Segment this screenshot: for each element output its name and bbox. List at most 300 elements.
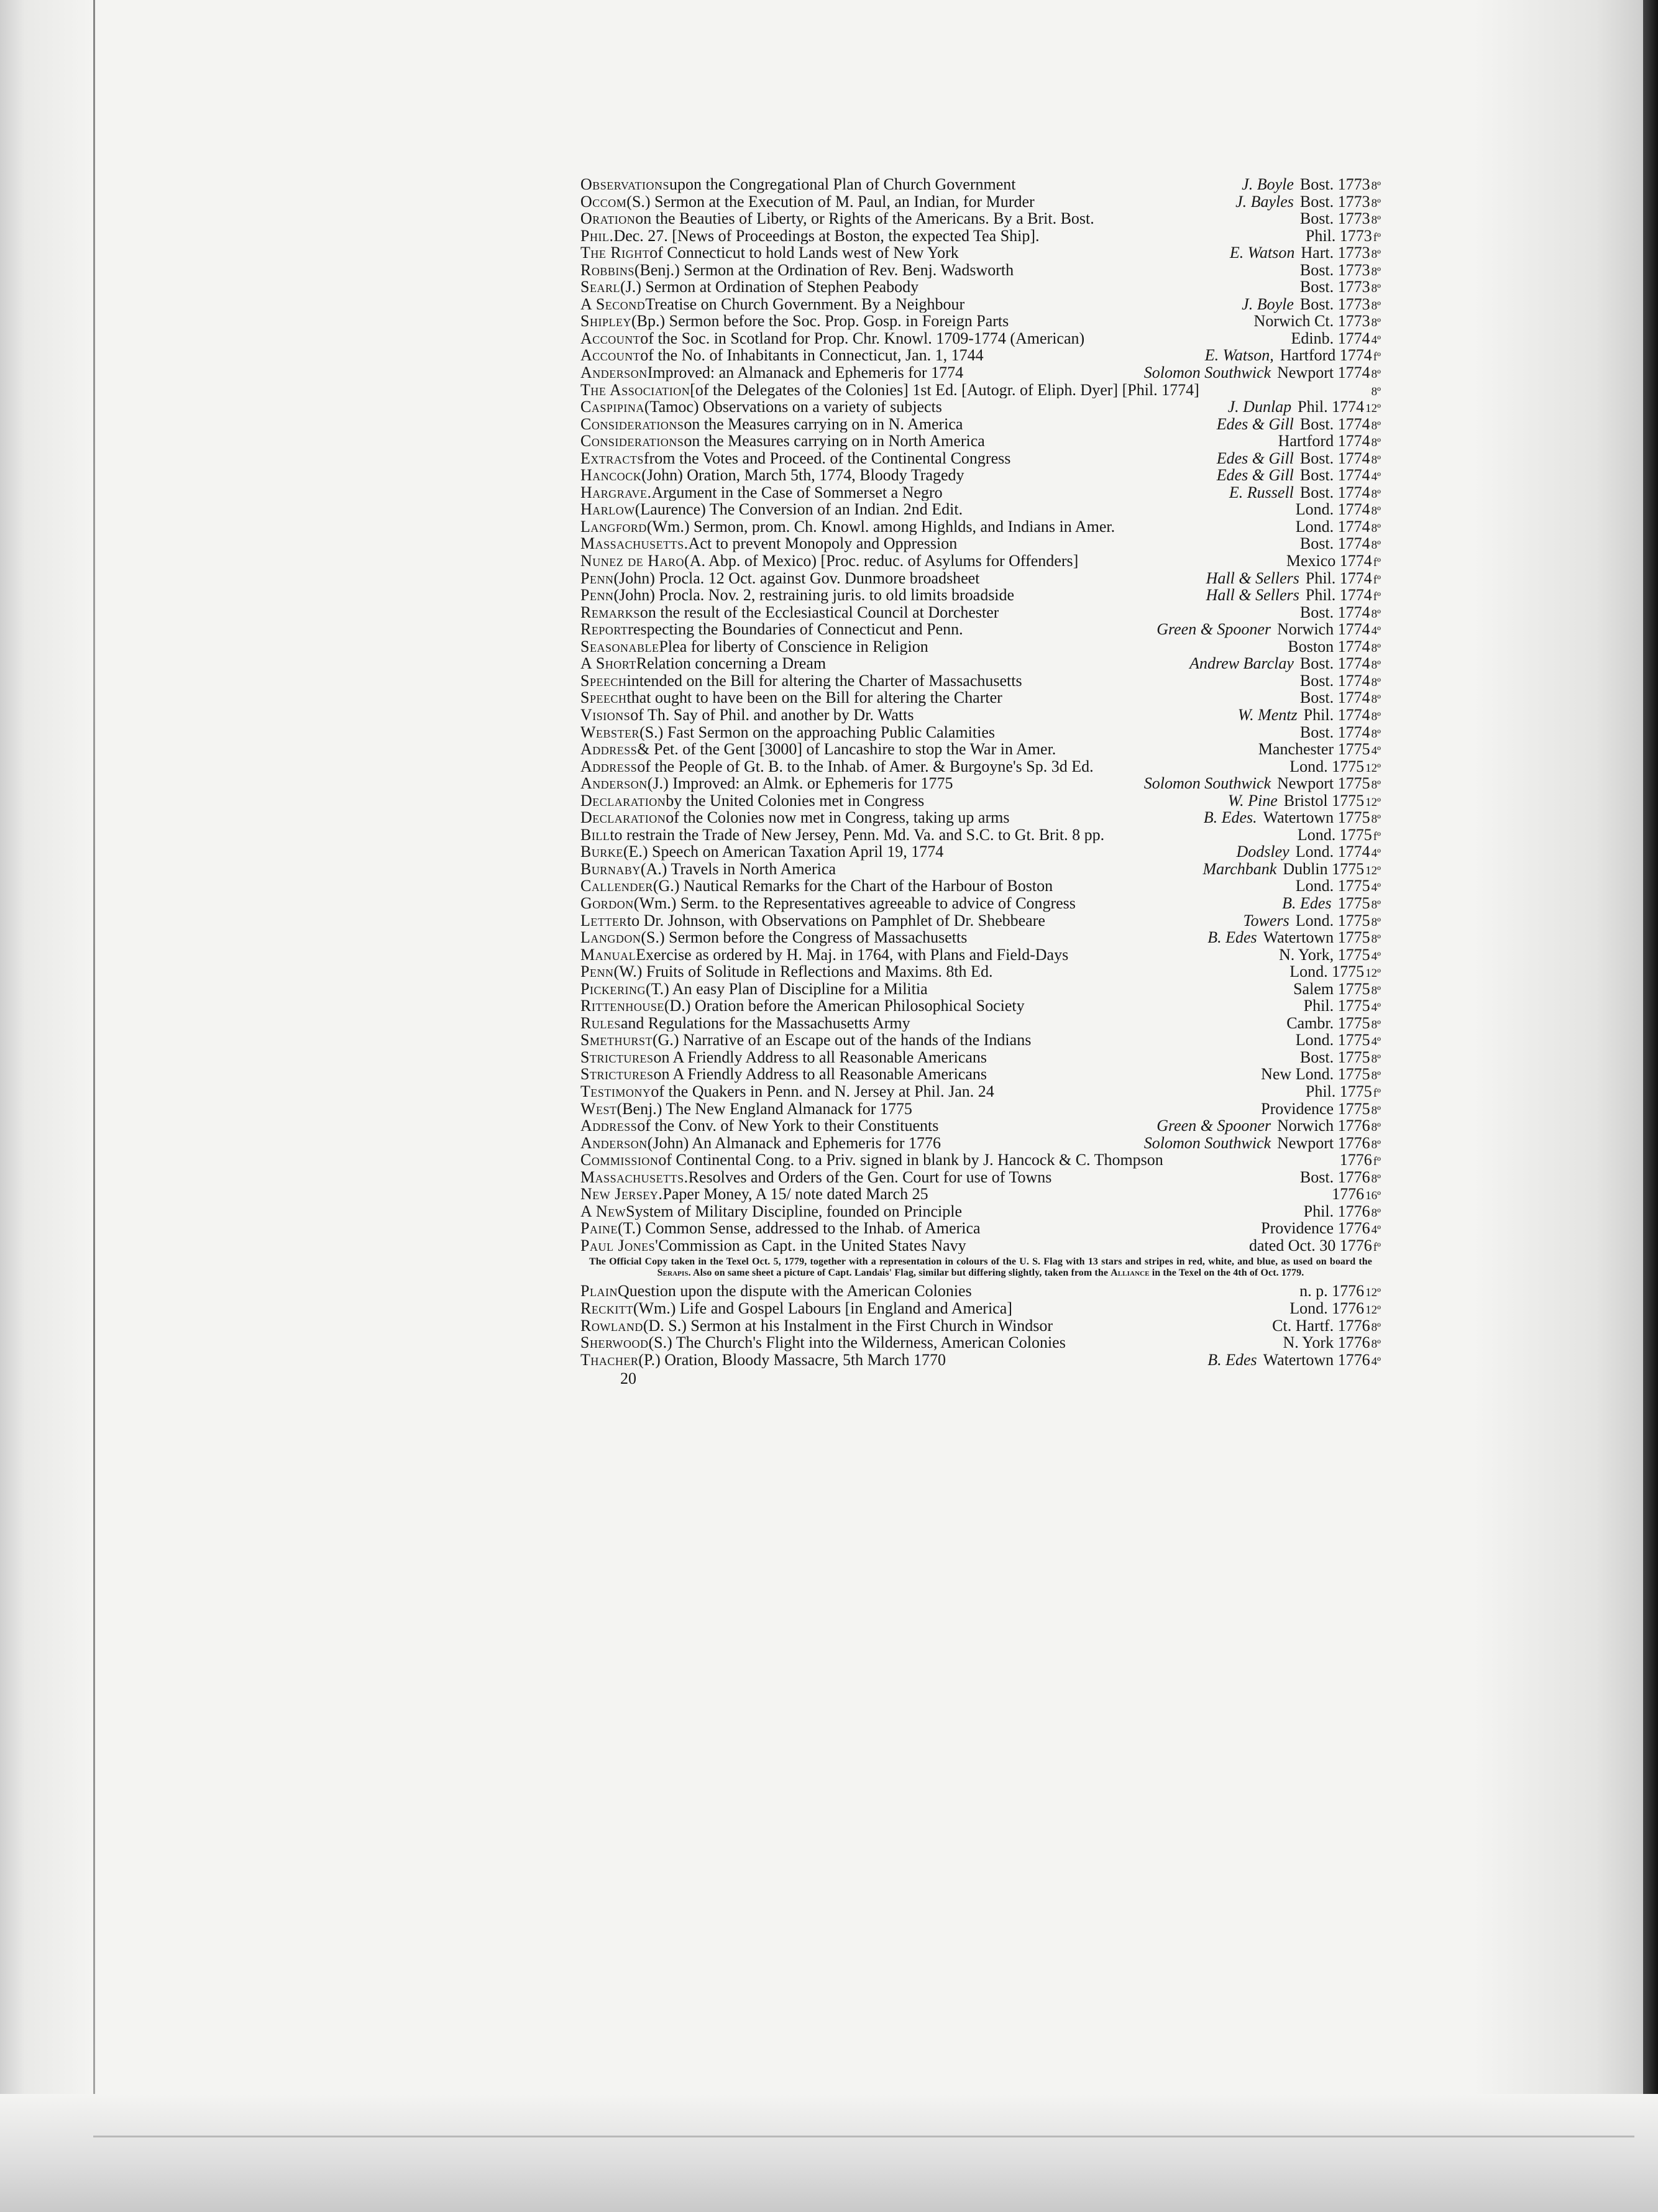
entry-lead-word: Reckitt [580, 1299, 633, 1317]
entry-place-year: Edinb. 1774 [1291, 329, 1370, 347]
entry-title: Relation concerning a Dream [636, 655, 827, 672]
entry-format: 8º [1371, 299, 1381, 313]
catalogue-entries [580, 176, 1381, 1254]
entry-place-year: Cambr. 1775 [1286, 1013, 1370, 1032]
entry-title: Question upon the dispute with the American Colonies [617, 1282, 972, 1300]
entry-lead-word: Visions [580, 705, 631, 724]
entry-publisher: Marchbank [1202, 859, 1277, 878]
entry-title: that ought to have been on the Bill for altering the Charter [626, 689, 1002, 706]
entry-title: (John) Oration, March 5th, 1774, Bloody Tragedy [641, 467, 964, 484]
entry-publisher: J. Dunlap [1227, 398, 1292, 416]
entry-lead-word: Penn [580, 586, 614, 605]
entry-format: fº [1373, 830, 1381, 843]
entry-publisher: Green & Spooner [1156, 1117, 1271, 1135]
entry-title: Improved: an Almanack and Ephemeris for 1774 [647, 364, 964, 382]
entry-format: 4º [1371, 881, 1381, 895]
entry-publisher: B. Edes [1207, 928, 1257, 947]
entry-publisher: Solomon Southwick [1143, 363, 1271, 382]
flag-note-ship2: Alliance [1111, 1268, 1150, 1279]
entry-format: 8º [1371, 933, 1381, 946]
entry-format: 8º [1371, 453, 1381, 467]
catalogue-entry [580, 1100, 1381, 1118]
entry-title: (A. Abp. of Mexico) [Proc. reduc. of Asylums for Offenders] [684, 552, 1079, 570]
entry-lead-word: Massachusetts. [580, 534, 689, 553]
entry-place-year: Ct. Hartf. 1776 [1272, 1316, 1370, 1335]
catalogue-entry [580, 1117, 1381, 1135]
entry-lead-word: Hargrave. [580, 483, 652, 501]
entry-place-year: N. York 1776 [1283, 1333, 1370, 1352]
entry-title: Argument in the Case of Sommerset a Negro [651, 483, 943, 501]
entry-lead-word: Strictures [580, 1065, 654, 1084]
entry-lead-word: Harlow [580, 500, 635, 519]
catalogue-entry [580, 1031, 1381, 1049]
entry-lead-word: Manual [580, 945, 636, 964]
entry-format: 4º [1371, 744, 1381, 758]
entry-title: (Wm.) Life and Gospel Labours [in England and America] [633, 1300, 1012, 1317]
catalogue-entry [580, 552, 1381, 570]
entry-publisher: Edes & Gill [1216, 466, 1294, 485]
entry-lead-word: Caspipina [580, 398, 644, 416]
entry-title: (T.) Common Sense, addressed to the Inhab. of America [617, 1220, 981, 1237]
entry-publisher: Dodsley [1236, 843, 1289, 861]
entry-title: on A Friendly Address to all Reasonable Americans [653, 1048, 987, 1066]
entry-lead-word: Rowland [580, 1316, 643, 1335]
entry-format: 8º [1371, 505, 1381, 518]
catalogue-entry [580, 416, 1381, 433]
entry-lead-word: Robbins [580, 260, 634, 279]
catalogue-entry [580, 1151, 1381, 1169]
entry-title: (John) Procla. 12 Oct. against Gov. Dunmore broadsheet [613, 569, 980, 587]
entry-title: Plea for liberty of Conscience in Religion [659, 638, 928, 656]
entry-publisher: Hall & Sellers [1206, 569, 1299, 587]
entry-place-year: Phil. 1774 [1305, 569, 1372, 587]
entry-place-year: Bost. 1774 [1299, 671, 1370, 690]
entry-format: 8º [1371, 1104, 1381, 1117]
entry-title: (W.) Fruits of Solitude in Reflections and Maxims. 8th Ed. [613, 963, 993, 980]
entry-lead-word: Declaration [580, 791, 666, 810]
entry-format: 8º [1371, 385, 1381, 398]
catalogue-entries-continued [580, 1282, 1381, 1368]
catalogue-entry [580, 775, 1381, 792]
entry-format: 8º [1371, 487, 1381, 501]
catalogue-entry [580, 364, 1381, 382]
catalogue-entry [580, 1203, 1381, 1220]
scan-bottom-margin [0, 2094, 1658, 2212]
entry-format: 8º [1371, 675, 1381, 689]
entry-place-year: Bost. 1774 [1299, 603, 1370, 621]
entry-publisher: Edes & Gill [1216, 414, 1294, 433]
entry-place-year: Phil. 1775 [1303, 997, 1370, 1015]
entry-format: 8º [1371, 539, 1381, 552]
catalogue-entry [580, 877, 1381, 895]
entry-format: 8º [1371, 915, 1381, 929]
entry-format: 8º [1371, 813, 1381, 826]
entry-place-year: dated Oct. 30 1776 [1248, 1236, 1372, 1255]
entry-format: 8º [1371, 368, 1381, 382]
entry-lead-word: Smethurst [580, 1031, 653, 1049]
scan-right-shadow [1472, 0, 1658, 2212]
entry-place-year: Hart. 1773 [1301, 244, 1370, 262]
scan-left-margin [0, 0, 93, 2212]
entry-lead-word: Callender [580, 877, 653, 895]
entry-title: intended on the Bill for altering the Charter of Massachusetts [626, 672, 1022, 690]
entry-place-year: Bost. 1774 [1299, 688, 1370, 707]
entry-place-year: Bost. 1776 [1299, 1168, 1370, 1186]
flag-note-ship1: Serapis [657, 1268, 689, 1279]
entry-title: (Tamoc) Observations on a variety of subjects [644, 398, 942, 416]
catalogue-entry [580, 792, 1381, 810]
entry-title: of the Colonies now met in Congress, taking up arms [666, 809, 1010, 826]
entry-format: 4º [1371, 1223, 1381, 1237]
entry-title: upon the Congregational Plan of Church Government [669, 176, 1016, 193]
scan-right-edge [1643, 0, 1658, 2212]
entry-publisher: J. Boyle [1242, 175, 1294, 193]
entry-format: 8º [1371, 898, 1381, 912]
catalogue-entry [580, 843, 1381, 861]
entry-lead-word: Burke [580, 843, 623, 861]
entry-place-year: Bristol 1775 [1283, 791, 1365, 810]
entry-format: 8º [1371, 1138, 1381, 1151]
entry-title: of the Quakers in Penn. and N. Jersey at Phil. Jan. 24 [651, 1082, 994, 1100]
entry-lead-word: Extracts [580, 449, 644, 467]
entry-title: System of Military Discipline, founded on Principle [626, 1202, 962, 1220]
entry-lead-word: New Jersey. [580, 1185, 663, 1204]
entry-title: on the Beauties of Liberty, or Rights of the Americans. By a Brit. Bost. [635, 210, 1094, 227]
page-number: 20 [620, 1369, 636, 1388]
catalogue-entry [580, 432, 1381, 450]
entry-format: fº [1373, 350, 1381, 364]
catalogue-entry [580, 227, 1381, 245]
catalogue-entry [580, 244, 1381, 262]
entry-format: 12º [1365, 967, 1381, 980]
entry-place-year: Norwich Ct. 1773 [1253, 312, 1370, 331]
entry-lead-word: Address [580, 1117, 638, 1135]
entry-lead-word: Speech [580, 688, 627, 707]
entry-format: 8º [1371, 282, 1381, 296]
entry-lead-word: Account [580, 329, 641, 347]
entry-format: 8º [1371, 1206, 1381, 1220]
entry-place-year: 1776 [1332, 1185, 1365, 1204]
catalogue-entry [580, 980, 1381, 998]
entry-lead-word: Anderson [580, 1133, 648, 1152]
entry-lead-word: Gordon [580, 893, 634, 912]
flag-note-part2: . Also on same sheet a picture of Capt. Landais' Flag, similar but differing slightly, taken from the [688, 1268, 1111, 1279]
catalogue-entry [580, 518, 1381, 536]
catalogue-entry [580, 1083, 1381, 1100]
entry-lead-word: Penn [580, 569, 614, 587]
entry-place-year: Phil. 1774 [1298, 398, 1365, 416]
entry-format: 4º [1371, 1035, 1381, 1049]
entry-lead-word: A Second [580, 295, 646, 313]
entry-title: of the Soc. in Scotland for Prop. Chr. Knowl. 1709-1774 (American) [640, 329, 1085, 347]
entry-format: 12º [1365, 1304, 1381, 1317]
entry-place-year: Manchester 1775 [1258, 740, 1370, 759]
entry-title: (Wm.) Sermon, prom. Ch. Knowl. among Highlds, and Indians in Amer. [646, 518, 1115, 536]
entry-publisher: B. Edes [1282, 893, 1332, 912]
entry-lead-word: Hancock [580, 466, 642, 485]
entry-publisher: J. Bayles [1235, 192, 1294, 211]
entry-title: of the People of Gt. B. to the Inhab. of Amer. & Burgoyne's Sp. 3d Ed. [637, 757, 1094, 775]
catalogue-entry [580, 1186, 1381, 1203]
entry-format: 8º [1371, 1018, 1381, 1031]
entry-place-year: Phil. 1774 [1305, 586, 1372, 605]
entry-format: fº [1373, 1155, 1381, 1169]
entry-format: 8º [1371, 607, 1381, 621]
entry-lead-word: Address [580, 740, 638, 759]
entry-title: Exercise as ordered by H. Maj. in 1764, with Plans and Field-Days [636, 946, 1069, 964]
entry-place-year: Lond. 1775 [1297, 825, 1372, 844]
catalogue-entry [580, 535, 1381, 552]
entry-format: 4º [1371, 1001, 1381, 1015]
flag-note [580, 1254, 1381, 1282]
entry-lead-word: Phil. [580, 226, 614, 245]
entry-publisher: Edes & Gill [1216, 449, 1294, 467]
catalogue-entry [580, 1049, 1381, 1066]
entry-place-year: Newport 1775 [1277, 774, 1370, 793]
entry-title: (G.) Nautical Remarks for the Chart of the Harbour of Boston [653, 877, 1053, 895]
entry-place-year: New Lond. 1775 [1261, 1065, 1370, 1084]
entry-title: (Benj.) The New England Almanack for 1775 [616, 1100, 912, 1118]
entry-lead-word: Massachusetts. [580, 1168, 689, 1186]
entry-lead-word: Burnaby [580, 859, 641, 878]
entry-place-year: Bost. 1773 [1299, 260, 1370, 279]
entry-place-year: Hartford 1774 [1280, 346, 1372, 365]
catalogue-entry [580, 501, 1381, 518]
entry-format: 4º [1371, 470, 1381, 484]
entry-format: 4º [1371, 949, 1381, 963]
entry-format: fº [1373, 556, 1381, 570]
entry-lead-word: Thacher [580, 1350, 639, 1369]
catalogue-entry [580, 1220, 1381, 1237]
entry-place-year: Norwich 1776 [1277, 1117, 1370, 1135]
catalogue-entry [580, 570, 1381, 587]
catalogue-entry [580, 262, 1381, 279]
entry-title: Dec. 27. [News of Proceedings at Boston, the expected Tea Ship]. [613, 227, 1040, 245]
catalogue-entry [580, 621, 1381, 638]
entry-place-year: Phil. 1775 [1305, 1082, 1372, 1100]
entry-title: (S.) Sermon before the Congress of Massachusetts [641, 929, 968, 946]
entry-place-year: Hartford 1774 [1278, 432, 1370, 450]
entry-lead-word: Testimony [580, 1082, 651, 1100]
catalogue-entry [580, 176, 1381, 193]
scan-left-binding-line [93, 0, 95, 2212]
entry-place-year: N. York, 1775 [1278, 945, 1370, 964]
entry-publisher: J. Boyle [1242, 295, 1294, 313]
entry-lead-word: Langford [580, 517, 647, 536]
entry-format: 4º [1371, 1355, 1381, 1368]
entry-format: 4º [1371, 847, 1381, 861]
entry-publisher: B. Edes [1207, 1350, 1257, 1369]
catalogue-entry [580, 330, 1381, 347]
entry-publisher: E. Russell [1229, 483, 1294, 501]
entry-publisher: Solomon Southwick [1143, 1133, 1271, 1152]
entry-format: 8º [1371, 710, 1381, 723]
entry-format: 4º [1371, 333, 1381, 347]
catalogue-entry [580, 929, 1381, 946]
entry-title: Paper Money, A 15/ note dated March 25 [662, 1186, 928, 1203]
entry-title: respecting the Boundaries of Connecticut and Penn. [628, 621, 963, 638]
entry-title: Commission as Capt. in the United States Navy [658, 1236, 966, 1255]
entry-place-year: Dublin 1775 [1283, 859, 1365, 878]
entry-lead-word: Bill [580, 825, 610, 844]
flag-note-part1: The Official Copy taken in the Texel Oct. 5, 1779, together with a representation in colours of the U. S. Flag with 13 stars and stripes in red, white, and blue, as used on board the [589, 1256, 1372, 1268]
entry-publisher: Solomon Southwick [1143, 774, 1271, 793]
catalogue-entry [580, 210, 1381, 227]
entry-title: to restrain the Trade of New Jersey, Penn. Md. Va. and S.C. to Gt. Brit. 8 pp. [610, 826, 1105, 844]
entry-place-year: Lond. 1775 [1289, 757, 1365, 775]
entry-format: 8º [1371, 1052, 1381, 1066]
entry-lead-word: A New [580, 1202, 626, 1220]
entry-title: of Th. Say of Phil. and another by Dr. Watts [630, 706, 914, 724]
catalogue-entry [580, 1317, 1381, 1335]
entry-title: on the Measures carrying on in N. America [684, 415, 963, 433]
entry-lead-word: Rittenhouse [580, 997, 664, 1015]
entry-title: Treatise on Church Government. By a Neighbour [645, 295, 965, 313]
entry-title: on A Friendly Address to all Reasonable Americans [653, 1066, 987, 1083]
entry-place-year: Lond. 1775 [1289, 962, 1365, 981]
entry-title: (J.) Improved: an Almk. or Ephemeris for 1775 [647, 775, 953, 792]
entry-lead-word: Langdon [580, 928, 641, 947]
entry-publisher: E. Watson [1229, 244, 1295, 262]
entry-title: Act to prevent Monopoly and Oppression [688, 535, 958, 553]
catalogue-entry [580, 946, 1381, 964]
entry-lead-word: Pickering [580, 979, 646, 998]
entry-place-year: Phil. 1776 [1303, 1202, 1370, 1220]
entry-title: on the result of the Ecclesiastical Council at Dorchester [639, 603, 999, 621]
entry-format: fº [1373, 1086, 1381, 1100]
entry-title: (John) Procla. Nov. 2, restraining juris. to old limits broadside [613, 587, 1015, 604]
entry-title: (Laurence) The Conversion of an Indian. 2nd Edit. [634, 501, 963, 518]
entry-title: from the Votes and Proceed. of the Continental Congress [643, 449, 1011, 467]
catalogue-entry [580, 655, 1381, 672]
catalogue-entry [580, 861, 1381, 878]
entry-format: 12º [1365, 402, 1381, 416]
entry-lead-word: Declaration [580, 808, 666, 827]
entry-place-year: Salem 1775 [1293, 979, 1370, 998]
catalogue-entry [580, 587, 1381, 604]
entry-lead-word: Remarks [580, 603, 640, 621]
entry-publisher: Andrew Barclay [1189, 654, 1294, 673]
entry-place-year: Lond. 1775 [1295, 911, 1370, 930]
entry-format: 4º [1371, 624, 1381, 638]
entry-title: & Pet. of the Gent [3000] of Lancashire to stop the War in Amer. [637, 741, 1056, 758]
scan-bottom-line [93, 2136, 1634, 2137]
entry-place-year: Newport 1776 [1277, 1133, 1370, 1152]
entry-lead-word: Considerations [580, 432, 684, 450]
entry-format: fº [1373, 590, 1381, 604]
entry-place-year: Bost. 1773 [1299, 295, 1370, 313]
entry-place-year: Watertown 1775 [1263, 808, 1370, 827]
entry-lead-word: Plain [580, 1282, 618, 1300]
entry-place-year: Bost. 1775 [1299, 1048, 1370, 1066]
entry-title: (Bp.) Sermon before the Soc. Prop. Gosp. in Foreign Parts [631, 313, 1009, 330]
catalogue-entry [580, 741, 1381, 758]
entry-lead-word: Paul Jones' [580, 1236, 659, 1255]
catalogue-entry [580, 724, 1381, 741]
catalogue-entry [580, 398, 1381, 416]
entry-title: (S.) Sermon at the Execution of M. Paul, an Indian, for Murder [626, 193, 1035, 211]
entry-publisher: W. Mentz [1237, 705, 1298, 724]
entry-title: by the United Colonies met in Congress [666, 792, 925, 810]
catalogue-entry [580, 1282, 1381, 1300]
entry-format: 12º [1365, 1286, 1381, 1300]
entry-place-year: Bost. 1774 [1299, 534, 1370, 553]
entry-format: 8º [1371, 1338, 1381, 1351]
entry-format: 8º [1371, 248, 1381, 262]
entry-format: 8º [1371, 316, 1381, 330]
entry-format: 8º [1371, 693, 1381, 706]
entry-format: 8º [1371, 196, 1381, 210]
entry-place-year: Bost. 1774 [1299, 483, 1370, 501]
entry-title: (Benj.) Sermon at the Ordination of Rev. Benj. Wadsworth [634, 261, 1014, 279]
entry-title: of the Conv. of New York to their Constituents [637, 1117, 939, 1135]
entry-title: (D.) Oration before the American Philosophical Society [664, 997, 1025, 1015]
entry-lead-word: Shipley [580, 312, 631, 331]
entry-title: Resolves and Orders of the Gen. Court for use of Towns [688, 1168, 1052, 1186]
entry-format: 16º [1365, 1189, 1381, 1203]
entry-place-year: Bost. 1774 [1299, 449, 1370, 467]
entry-place-year: Bost. 1773 [1299, 209, 1370, 228]
entry-place-year: Lond. 1775 [1295, 877, 1370, 895]
catalogue-entry [580, 689, 1381, 706]
entry-place-year: Lond. 1774 [1295, 843, 1370, 861]
entry-title: of Continental Cong. to a Priv. signed in blank by J. Hancock & C. Thompson [658, 1151, 1163, 1169]
entry-format: 8º [1371, 984, 1381, 997]
catalogue-entry [580, 450, 1381, 467]
flag-note-part3: in the Texel on the 4th of Oct. 1779. [1149, 1268, 1304, 1279]
entry-place-year: Bost. 1774 [1299, 414, 1370, 433]
catalogue-entry [580, 672, 1381, 690]
entry-lead-word: The Association [580, 380, 690, 399]
catalogue-entry [580, 1351, 1381, 1369]
entry-place-year: 1776 [1339, 1151, 1372, 1169]
entry-place-year: Watertown 1776 [1263, 1350, 1370, 1369]
catalogue-entry [580, 347, 1381, 364]
entry-title: (E.) Speech on American Taxation April 19, 1774 [623, 843, 944, 861]
entry-lead-word: Occom [580, 192, 627, 211]
entry-lead-word: A Short [580, 654, 636, 673]
entry-lead-word: Oration [580, 209, 636, 228]
entry-format: 8º [1371, 1172, 1381, 1186]
entry-format: 8º [1371, 1320, 1381, 1334]
entry-lead-word: The Right [580, 244, 650, 262]
catalogue-entry [580, 278, 1381, 296]
entry-format: fº [1373, 1240, 1381, 1254]
entry-publisher: Green & Spooner [1156, 620, 1271, 639]
entry-lead-word: Anderson [580, 363, 648, 382]
entry-title: (T.) An easy Plan of Discipline for a Militia [645, 980, 928, 998]
entry-title: (G.) Narrative of an Escape out of the hands of the Indians [652, 1031, 1032, 1049]
entry-lead-word: Considerations [580, 414, 684, 433]
entry-place-year: Lond. 1774 [1295, 517, 1370, 536]
entry-format: 8º [1371, 641, 1381, 655]
entry-format: fº [1373, 573, 1381, 587]
entry-title: (S.) The Church's Flight into the Wilderness, American Colonies [648, 1334, 1066, 1351]
entry-title: (S.) Fast Sermon on the approaching Public Calamities [639, 723, 995, 741]
entry-publisher: Towers [1243, 911, 1289, 930]
entry-place-year: Phil. 1774 [1303, 705, 1370, 724]
entry-place-year: Bost. 1774 [1299, 466, 1370, 485]
entry-format: 8º [1371, 521, 1381, 535]
entry-lead-word: Speech [580, 671, 627, 690]
entry-lead-word: Webster [580, 723, 640, 741]
entry-place-year: Lond. 1774 [1295, 500, 1370, 519]
entry-format: 8º [1371, 1069, 1381, 1083]
entry-lead-word: Observations [580, 175, 670, 193]
entry-lead-word: Searl [580, 278, 620, 296]
entry-format: 12º [1365, 864, 1381, 877]
entry-publisher: B. Edes. [1203, 808, 1257, 827]
